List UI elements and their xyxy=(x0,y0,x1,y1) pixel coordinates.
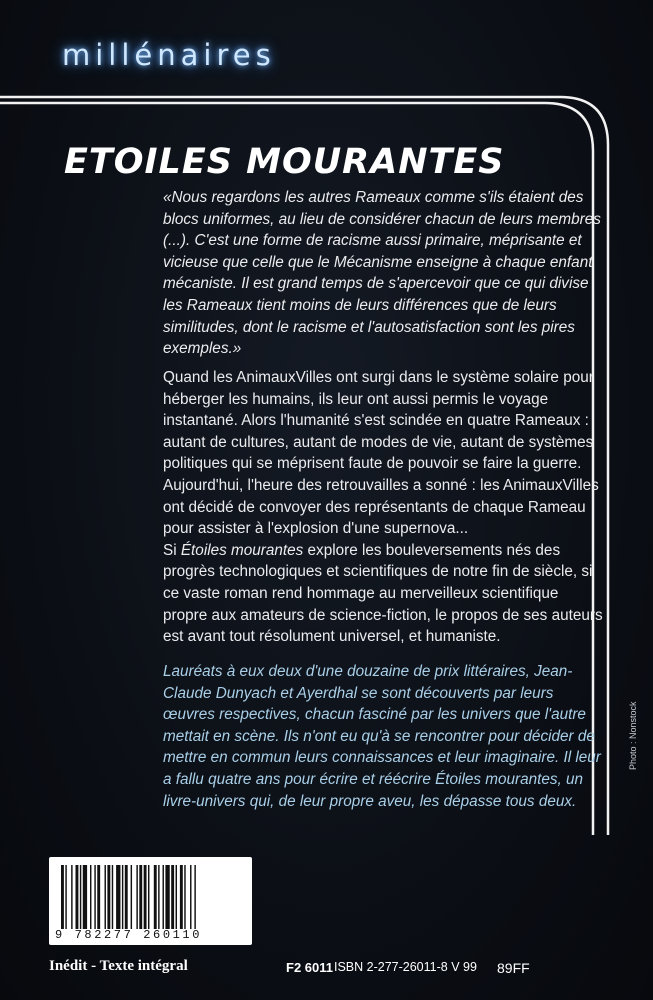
barcode-bars xyxy=(61,865,241,929)
barcode xyxy=(49,857,252,945)
paragraph-3-prefix: Si xyxy=(163,541,181,559)
price: 89FF xyxy=(497,960,530,976)
barcode-digits: 9 782277 260110 xyxy=(55,928,203,942)
product-code: F2 6011 xyxy=(286,960,333,975)
isbn: ISBN 2-277-26011-8 V 99 xyxy=(334,960,477,974)
synopsis-paragraph-3 xyxy=(163,540,603,648)
photo-credit: Photo : Nonstock xyxy=(628,701,638,770)
synopsis xyxy=(163,367,603,648)
synopsis-paragraph-2: Aujourd'hui, l'heure des retrouvailles a sonné : les AnimauxVilles ont décidé de convoyer des représentants de chaque Rameau pour assister à l'explosion d'une supernova... xyxy=(163,476,599,538)
inline-title: Étoiles mourantes xyxy=(180,541,304,559)
synopsis-paragraph-1: Quand les AnimauxVilles ont surgi dans le système solaire pour héberger les humains, ils leur ont aussi permis le voyage instantané. Alors l'humanité s'est scindée en quatre Rameaux : autant de cultures, autant de modes de vie, autant de systèmes politiques qui se méprisent faute de pouvoir se faire la guerre. xyxy=(163,369,594,473)
book-title: ETOILES MOURANTES xyxy=(64,142,505,182)
series-name: millénaires xyxy=(62,38,276,72)
authors-bio: Lauréats à eux deux d'une douzaine de prix littéraires, Jean-Claude Dunyach et Ayerdhal se sont découverts par leurs œuvres respectives, chacun fasciné par les univers que l'autre mettait en scène. Ils n'ont eu qu'à se rencontrer pour décider de mettre en commun leurs connaissances et leur imaginaire. Il leur a fallu quatre ans pour écrire et réécrire Étoiles mourantes, un livre-univers qui, de leur propre aveu, les dépasse tous deux. xyxy=(163,663,601,810)
edition-mention: Inédit - Texte intégral xyxy=(49,958,188,974)
blurb-quote: «Nous regardons les autres Rameaux comme s'ils étaient des blocs uniformes, au lieu de considérer chacun de leurs membres (...). C'est une forme de racisme aussi primaire, méprisante et vicieuse que celle que le Mécanisme enseigne à chaque enfant mécaniste. Il est grand temps de s'apercevoir que ce qui divise les Rameaux tient moins de leurs différences que de leurs similitudes, dont le racisme et l'autosatisfaction sont les pires exemples.» xyxy=(163,189,601,358)
paragraph-3-rest: explore les bouleversements nés des progrès technologiques et scientifiques de notre fin de siècle, si ce vaste roman rend hommage au merveilleux scientifique propre aux amateurs de science-fiction, le propos de ses auteurs est avant tout résolument universel, et humaniste. xyxy=(163,541,603,646)
